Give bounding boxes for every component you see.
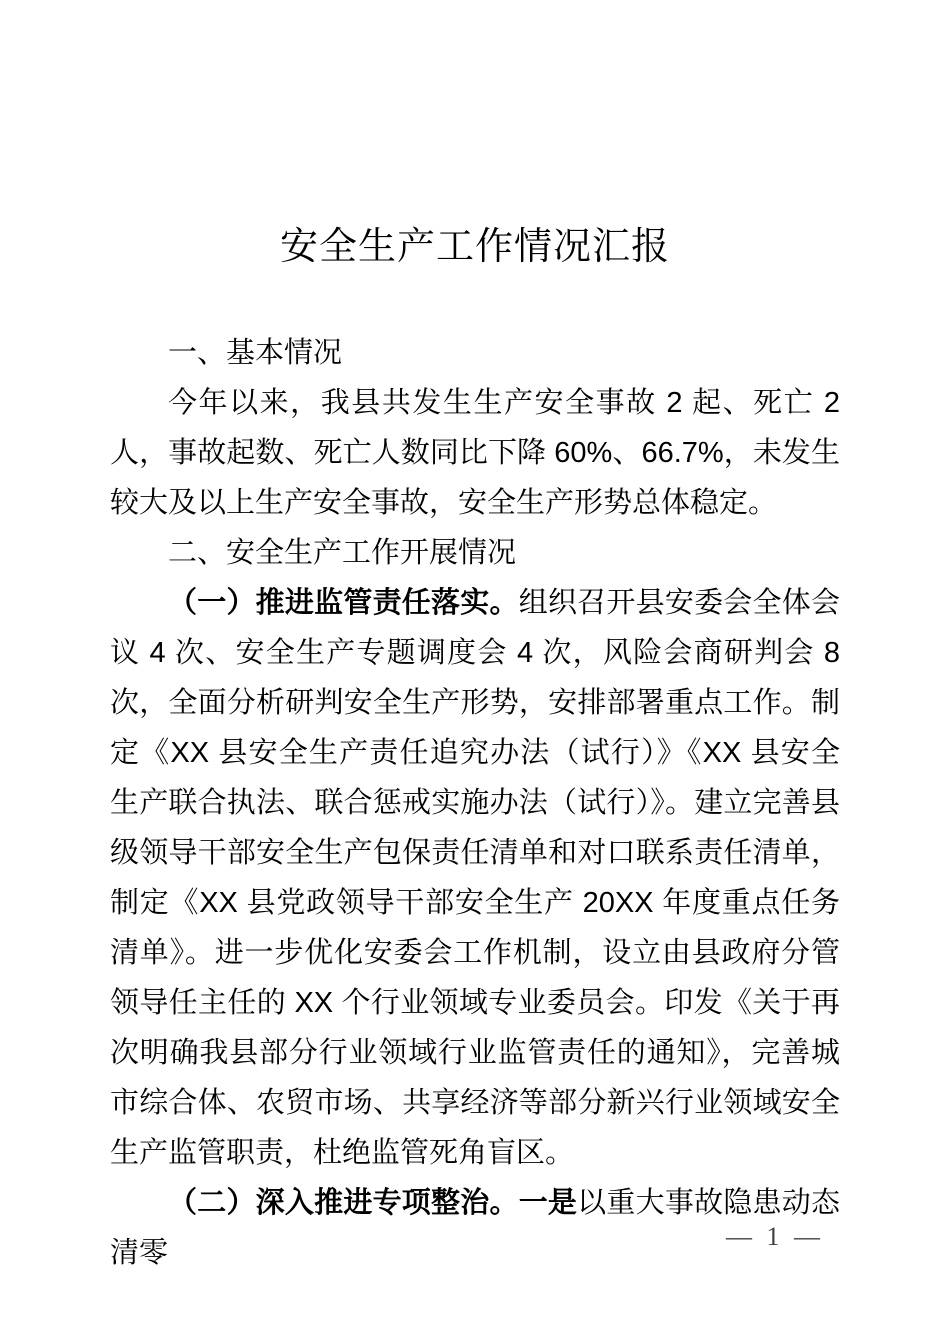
page-number: — 1 — (726, 1222, 824, 1251)
section-heading-one: 一、基本情况 (168, 337, 343, 369)
subsection-one-text: 组织召开县安委会全体会议 4 次、安全生产专题调度会 4 次，风险会商研判会 8 次，全面分析研判安全生产形势，安排部署重点工作。制定《XX 县安全生产责任追究办法（试行）》《XX 县安全生产联合执法、联合惩戒实施办法（试行）》。建立完善县级领导干部安全生产包保责任清单和对口联系责任清单，制定《XX 县党政领导干部安全生产 20XX 年度重点任务清单》。进一步优化安委会工作机制，设立由县政府分管领导任主任的 XX 个行业领域专业委员会。印发《关于再次明确我县部分行业领域行业监管责任的通知》，完善城市综合体、农贸市场、共享经济等部分新兴行业领域安全生产监管职责，杜绝监管死角盲区。 (110, 587, 840, 1169)
document-body (110, 0, 840, 1278)
page-title: 安全生产工作情况汇报 (279, 226, 670, 268)
page-footer (0, 1224, 950, 1250)
paragraph-basic-situation: 今年以来，我县共发生生产安全事故 2 起、死亡 2 人，事故起数、死亡人数同比下降 60%、66.7%，未发生较大及以上生产安全事故，安全生产形势总体稳定。 (110, 387, 840, 519)
subsection-two-lead: （二）深入推进专项整治。一是 (168, 1187, 578, 1219)
subsection-one-lead: （一）推进监管责任落实。 (168, 587, 519, 619)
subsection-two-text: 以重大事故隐患动态清零 (110, 1187, 840, 1269)
section-heading-two: 二、安全生产工作开展情况 (168, 537, 517, 569)
paragraph-subsection-one (110, 578, 840, 1178)
